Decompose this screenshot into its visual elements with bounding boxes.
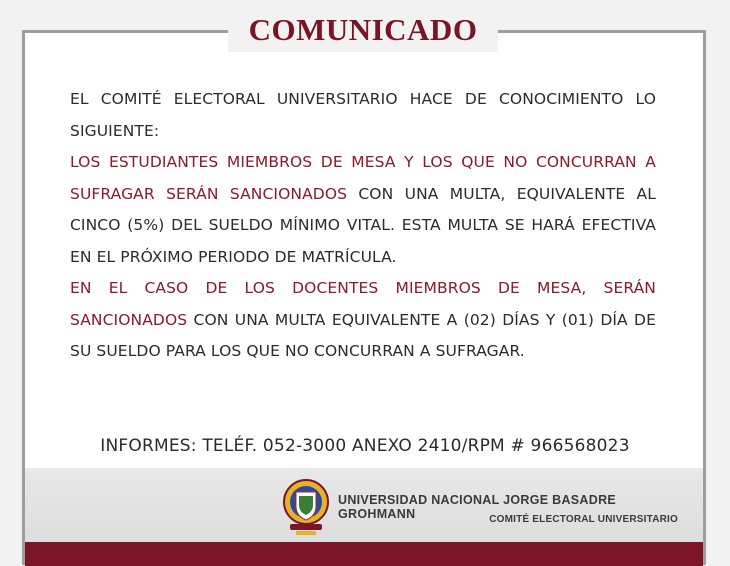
page-title: COMUNICADO: [248, 12, 478, 47]
university-crest-icon: [282, 476, 330, 538]
teachers-rest-text: CON UNA MULTA EQUIVALENTE A (02) DÍAS Y (01) DÍA DE SU SUELDO PARA LOS QUE NO CONCURRAN A SUFRAGAR.: [70, 310, 656, 360]
committee-name: COMITÉ ELECTORAL UNIVERSITARIO: [489, 514, 678, 525]
footer-bar: [25, 542, 703, 566]
notice-body: [70, 84, 656, 368]
students-highlight-text: LOS ESTUDIANTES MIEMBROS DE MESA Y LOS QUE NO CONCURRAN A SUFRAGAR SERÁN SANCIONADOS: [70, 153, 656, 203]
teachers-highlight-text: EN EL CASO DE LOS DOCENTES MIEMBROS DE MESA, SERÁN SANCIONADOS: [70, 279, 656, 329]
students-rest-text: CON UNA MULTA, EQUIVALENTE AL CINCO (5%) DEL SUELDO MÍNIMO VITAL. ESTA MULTA SE HARÁ EFECTIVA EN EL PRÓXIMO PERIODO DE MATRÍCULA.: [70, 184, 656, 266]
intro-text: EL COMITÉ ELECTORAL UNIVERSITARIO HACE DE CONOCIMIENTO LO SIGUIENTE:: [70, 90, 656, 140]
contact-info: INFORMES: TELÉF. 052-3000 ANEXO 2410/RPM # 966568023: [100, 436, 630, 456]
university-name: UNIVERSIDAD NACIONAL JORGE BASADRE GROHMANN: [338, 493, 617, 521]
title-container: [228, 8, 498, 52]
